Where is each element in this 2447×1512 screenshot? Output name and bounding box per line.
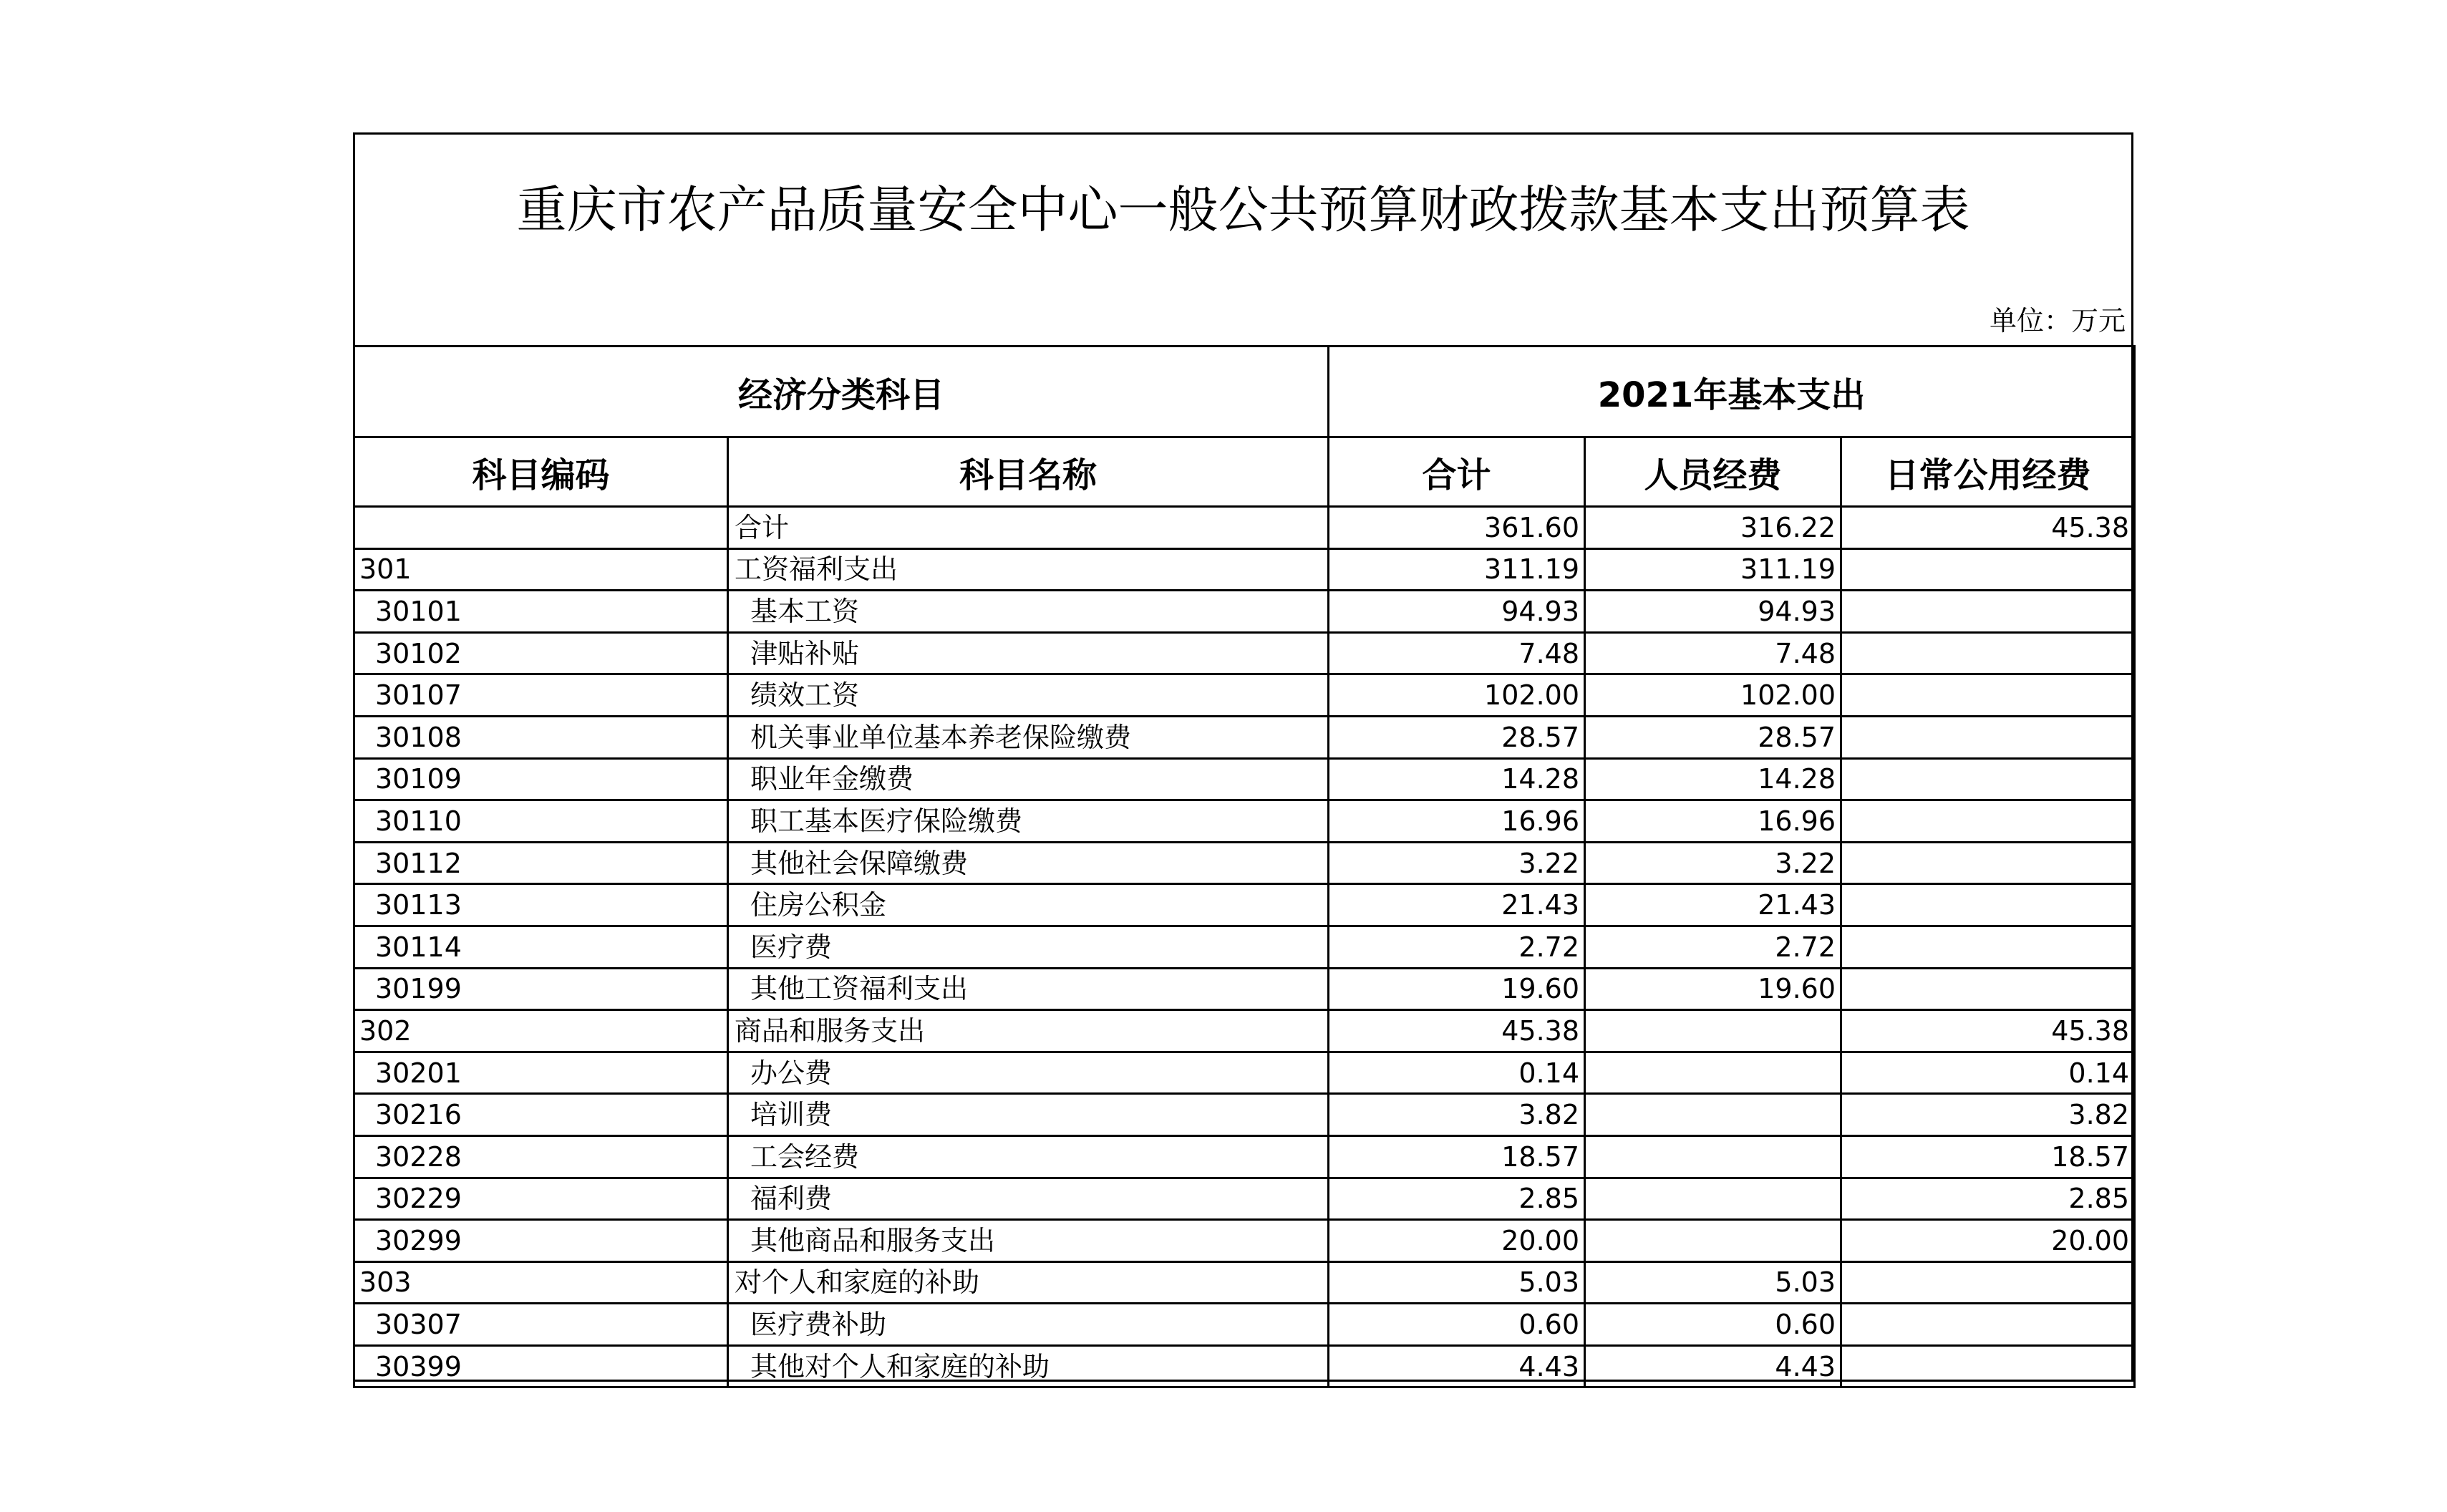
- cell-name: 工会经费: [728, 1135, 1329, 1178]
- header-group-row: [354, 346, 2135, 437]
- cell-name: 其他商品和服务支出: [728, 1220, 1329, 1262]
- header-economic-classification: 经济分类科目: [354, 346, 1329, 437]
- cell-name: 津贴补贴: [728, 632, 1329, 674]
- cell-name: 工资福利支出: [728, 548, 1329, 591]
- table-row: [354, 632, 2135, 674]
- cell-personnel: [1585, 1094, 1841, 1136]
- cell-code: 301: [354, 548, 728, 591]
- cell-public: 3.82: [1841, 1094, 2135, 1136]
- cell-total: 311.19: [1329, 548, 1585, 591]
- table-row: [354, 548, 2135, 591]
- cell-total: 16.96: [1329, 800, 1585, 843]
- cell-public: [1841, 716, 2135, 758]
- cell-personnel: 14.28: [1585, 758, 1841, 800]
- table-row: [354, 800, 2135, 843]
- cell-code: 30199: [354, 968, 728, 1010]
- header-column-row: [354, 437, 2135, 507]
- table-row: [354, 842, 2135, 884]
- cell-personnel: 2.72: [1585, 926, 1841, 968]
- table-row: [354, 1345, 2135, 1387]
- table-row: [354, 591, 2135, 633]
- cell-public: 45.38: [1841, 507, 2135, 549]
- cell-personnel: 94.93: [1585, 591, 1841, 633]
- cell-name: 对个人和家庭的补助: [728, 1261, 1329, 1304]
- cell-name: 绩效工资: [728, 674, 1329, 717]
- table-row: [354, 1178, 2135, 1220]
- table-row: [354, 758, 2135, 800]
- cell-code: 30110: [354, 800, 728, 843]
- cell-public: [1841, 842, 2135, 884]
- cell-code: 30228: [354, 1135, 728, 1178]
- cell-code: 30102: [354, 632, 728, 674]
- table-row: [354, 1052, 2135, 1094]
- cell-personnel: 3.22: [1585, 842, 1841, 884]
- cell-public: [1841, 926, 2135, 968]
- cell-code: 30101: [354, 591, 728, 633]
- cell-personnel: 7.48: [1585, 632, 1841, 674]
- cell-personnel: [1585, 1178, 1841, 1220]
- page-title: 重庆市农产品质量安全中心一般公共预算财政拨款基本支出预算表: [516, 180, 1970, 239]
- table-row: [354, 884, 2135, 926]
- cell-total: 14.28: [1329, 758, 1585, 800]
- cell-total: 2.85: [1329, 1178, 1585, 1220]
- cell-total: 5.03: [1329, 1261, 1585, 1304]
- cell-code: 30307: [354, 1304, 728, 1346]
- cell-total: 361.60: [1329, 507, 1585, 549]
- table-row: [354, 1261, 2135, 1304]
- table-row: [354, 1094, 2135, 1136]
- cell-public: [1841, 632, 2135, 674]
- table-row: [354, 1304, 2135, 1346]
- cell-name: 商品和服务支出: [728, 1010, 1329, 1052]
- table-row: [354, 674, 2135, 717]
- cell-total: 45.38: [1329, 1010, 1585, 1052]
- cell-total: 7.48: [1329, 632, 1585, 674]
- cell-code: 303: [354, 1261, 728, 1304]
- cell-personnel: 21.43: [1585, 884, 1841, 926]
- cell-personnel: [1585, 1052, 1841, 1094]
- cell-code: 302: [354, 1010, 728, 1052]
- cell-total: 4.43: [1329, 1345, 1585, 1387]
- cell-code: 30107: [354, 674, 728, 717]
- cell-name: 培训费: [728, 1094, 1329, 1136]
- table-row: [354, 926, 2135, 968]
- cell-public: [1841, 968, 2135, 1010]
- cell-code: 30229: [354, 1178, 728, 1220]
- cell-public: 18.57: [1841, 1135, 2135, 1178]
- header-public: 日常公用经费: [1841, 437, 2135, 507]
- cell-public: 0.14: [1841, 1052, 2135, 1094]
- cell-total: 0.60: [1329, 1304, 1585, 1346]
- table-row: [354, 1220, 2135, 1262]
- cell-code: 30399: [354, 1345, 728, 1387]
- cell-personnel: 316.22: [1585, 507, 1841, 549]
- cell-public: 20.00: [1841, 1220, 2135, 1262]
- table-row: [354, 507, 2135, 549]
- cell-public: [1841, 548, 2135, 591]
- cell-code: 30113: [354, 884, 728, 926]
- cell-name: 其他社会保障缴费: [728, 842, 1329, 884]
- cell-code: 30114: [354, 926, 728, 968]
- cell-public: 2.85: [1841, 1178, 2135, 1220]
- cell-personnel: 16.96: [1585, 800, 1841, 843]
- cell-personnel: [1585, 1135, 1841, 1178]
- table-row: [354, 716, 2135, 758]
- cell-personnel: 0.60: [1585, 1304, 1841, 1346]
- cell-personnel: 311.19: [1585, 548, 1841, 591]
- budget-table: [353, 345, 2136, 1388]
- cell-public: [1841, 884, 2135, 926]
- table-row: [354, 1010, 2135, 1052]
- cell-public: 45.38: [1841, 1010, 2135, 1052]
- cell-personnel: 19.60: [1585, 968, 1841, 1010]
- cell-name: 职业年金缴费: [728, 758, 1329, 800]
- unit-label: 单位：万元: [1989, 305, 2126, 336]
- cell-total: 20.00: [1329, 1220, 1585, 1262]
- cell-code: [354, 507, 728, 549]
- cell-public: [1841, 591, 2135, 633]
- cell-name: 职工基本医疗保险缴费: [728, 800, 1329, 843]
- cell-name: 合计: [728, 507, 1329, 549]
- cell-name: 福利费: [728, 1178, 1329, 1220]
- header-name: 科目名称: [728, 437, 1329, 507]
- cell-personnel: [1585, 1010, 1841, 1052]
- cell-public: [1841, 1304, 2135, 1346]
- header-basic-expenditure: 2021年基本支出: [1329, 346, 2135, 437]
- cell-total: 3.82: [1329, 1094, 1585, 1136]
- cell-code: 30108: [354, 716, 728, 758]
- cell-public: [1841, 1261, 2135, 1304]
- cell-total: 102.00: [1329, 674, 1585, 717]
- cell-name: 住房公积金: [728, 884, 1329, 926]
- cell-public: [1841, 758, 2135, 800]
- table-row: [354, 1135, 2135, 1178]
- cell-code: 30216: [354, 1094, 728, 1136]
- cell-public: [1841, 674, 2135, 717]
- cell-name: 其他工资福利支出: [728, 968, 1329, 1010]
- cell-total: 18.57: [1329, 1135, 1585, 1178]
- header-code: 科目编码: [354, 437, 728, 507]
- cell-total: 19.60: [1329, 968, 1585, 1010]
- cell-name: 机关事业单位基本养老保险缴费: [728, 716, 1329, 758]
- cell-name: 医疗费: [728, 926, 1329, 968]
- cell-name: 医疗费补助: [728, 1304, 1329, 1346]
- cell-code: 30299: [354, 1220, 728, 1262]
- table-body: [354, 507, 2135, 1387]
- cell-code: 30201: [354, 1052, 728, 1094]
- cell-total: 21.43: [1329, 884, 1585, 926]
- cell-code: 30112: [354, 842, 728, 884]
- budget-sheet: [353, 132, 2133, 1382]
- cell-personnel: 28.57: [1585, 716, 1841, 758]
- cell-code: 30109: [354, 758, 728, 800]
- cell-public: [1841, 800, 2135, 843]
- cell-total: 0.14: [1329, 1052, 1585, 1094]
- cell-total: 2.72: [1329, 926, 1585, 968]
- header-total: 合计: [1329, 437, 1585, 507]
- cell-public: [1841, 1345, 2135, 1387]
- cell-personnel: 102.00: [1585, 674, 1841, 717]
- cell-name: 其他对个人和家庭的补助: [728, 1345, 1329, 1387]
- cell-name: 办公费: [728, 1052, 1329, 1094]
- cell-personnel: 4.43: [1585, 1345, 1841, 1387]
- header-personnel: 人员经费: [1585, 437, 1841, 507]
- cell-total: 94.93: [1329, 591, 1585, 633]
- cell-name: 基本工资: [728, 591, 1329, 633]
- cell-total: 3.22: [1329, 842, 1585, 884]
- cell-personnel: [1585, 1220, 1841, 1262]
- cell-personnel: 5.03: [1585, 1261, 1841, 1304]
- table-row: [354, 968, 2135, 1010]
- cell-total: 28.57: [1329, 716, 1585, 758]
